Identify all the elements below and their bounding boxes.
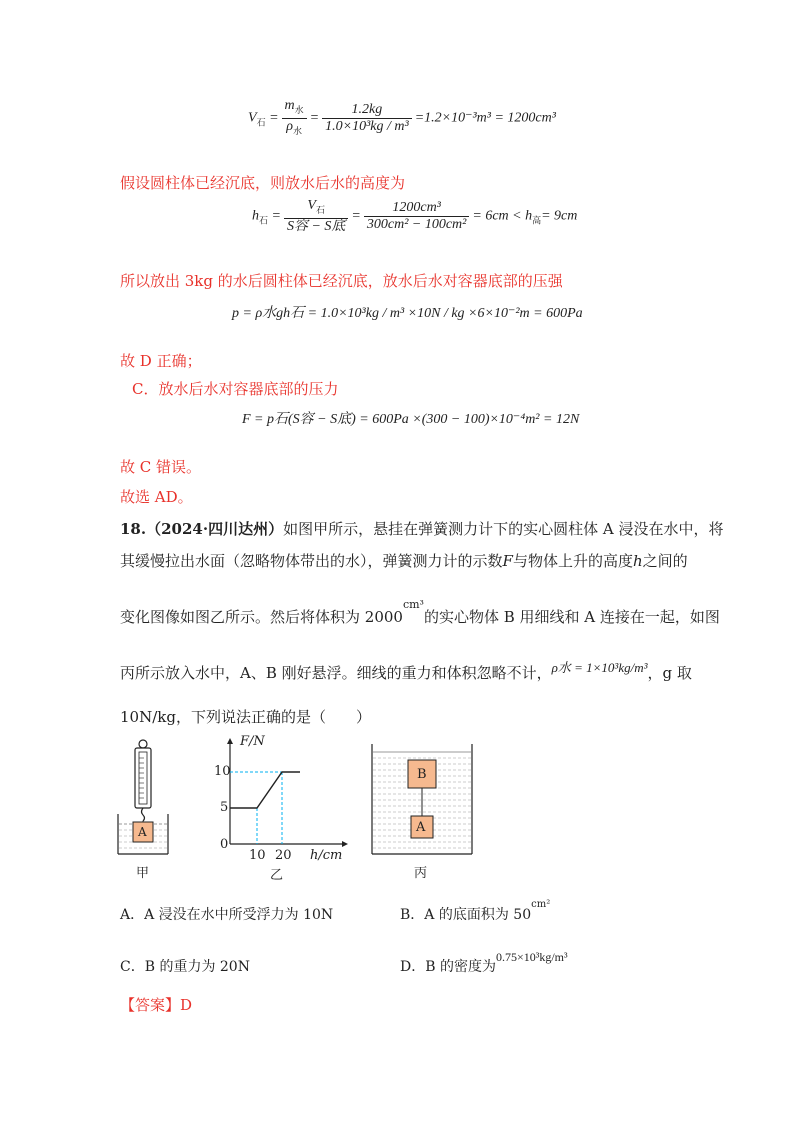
eq-h-frac1 (284, 198, 348, 235)
question-text-1: 如图甲所示，悬挂在弹簧测力计下的实心圆柱体 A 浸没在水中，将 (283, 520, 724, 538)
option-b-text: B．A 的底面积为 50 (400, 907, 532, 923)
option-d[interactable] (400, 950, 568, 976)
eq-v-den: ρ (286, 118, 293, 134)
eq-h-rest: = 6cm < h (472, 208, 533, 224)
var-h: h (632, 552, 643, 570)
var-f: F (502, 552, 513, 570)
question-line-1 (120, 518, 723, 539)
eq-v-den-sub: 水 (292, 125, 302, 136)
rho-water: ρ水 = 1×10³kg/m³ (551, 660, 648, 675)
option-a[interactable]: A．A 浸没在水中所受浮力为 10N (120, 907, 334, 923)
option-d-text: D．B 的密度为 (400, 959, 496, 975)
eq-v-symbol: V (248, 110, 257, 126)
line-therefore: 所以放出 3kg 的水后圆柱体已经沉底，放水后水对容器底部的压强 (120, 272, 563, 290)
question-line-3 (120, 598, 720, 627)
equation-height: $h_石$ = $\frac{V_石}{\text{S容 − S底}}$ = $\frac{\text{1200cm³}}{\text{300cm² − 100cm²}}$ = $6cm < h_高= 9cm$ (252, 198, 578, 234)
fig2-ytick-0: 0 (220, 837, 229, 852)
option-b[interactable] (400, 899, 551, 924)
eq-v-num-sub: 水 (294, 104, 304, 115)
question-line-4 (120, 662, 692, 683)
eq-h-symbol: h (252, 208, 259, 224)
question-text-3a: 变化图像如图乙所示。然后将体积为 2000 (120, 608, 403, 626)
eq-v-rest: =1.2×10⁻³m³ = 1200cm³ (414, 110, 556, 126)
eq-v-frac2 (322, 102, 412, 135)
eq-h-num: V (307, 198, 316, 213)
option-d-value: 0.75×10³kg/m³ (495, 950, 568, 964)
eq-h-den: S容 − S底 (286, 218, 346, 234)
fig2-xtick-10: 10 (249, 848, 266, 863)
question-text-2-mid: 与物体上升的高度 (512, 552, 633, 570)
fig1-caption: 甲 (136, 866, 150, 881)
option-c[interactable]: C．B 的重力为 20N (120, 959, 250, 975)
line-assume: 假设圆柱体已经沉底，则放水后水的高度为 (120, 174, 406, 192)
fig2-ytick-10: 10 (214, 764, 231, 779)
fig2-ylabel: F/N (240, 734, 265, 749)
equation-volume: $V_石$ = $\frac{m_水}{\rho_水}$ = $\frac{1.2kg}{\text{1.0×10³kg / m³}}$ =1.2×10⁻³m³ = 1200cm³ (248, 98, 556, 139)
figures (110, 730, 490, 890)
question-number: 18. (120, 520, 147, 538)
answer-line (120, 994, 192, 1015)
option-b-unit: cm² (531, 899, 551, 911)
answer-value: D (180, 996, 193, 1014)
question-text-2-end: 之间的 (642, 552, 688, 570)
fig1-block-label: A (138, 825, 147, 839)
question-line-2 (120, 550, 688, 571)
question-text-3b: 的实心物体 B 用细线和 A 连接在一起，如图 (423, 608, 720, 626)
line-choose: 故选 AD。 (120, 488, 193, 506)
eq-h-frac2 (364, 200, 470, 233)
unit-cm3: cm³ (402, 598, 424, 611)
eq-v-num: m (284, 98, 295, 113)
figure-yi (227, 738, 348, 847)
fig3-block-a-label: A (416, 820, 426, 835)
fig2-ytick-5: 5 (220, 800, 229, 815)
fig3-caption: 丙 (414, 866, 428, 881)
eq-h-rest-sub: 高 (532, 215, 542, 226)
figure-bing (372, 744, 472, 854)
question-source: （2024·四川达州） (146, 520, 284, 538)
eq-h-sub: 石 (259, 215, 269, 226)
eq-v-num2: 1.2kg (322, 102, 412, 119)
line-c-wrong: 故 C 错误。 (120, 458, 202, 476)
question-text-4b: ，g 取 (647, 664, 692, 682)
line-option-c: C．放水后水对容器底部的压力 (132, 380, 339, 398)
eq-v-den2: 1.0×10³kg / m³ (325, 118, 409, 134)
line-d-correct: 故 D 正确； (120, 352, 202, 370)
equation-force: F = p石(S容 − S底) = 600Pa ×(300 − 100)×10⁻⁴m² = 12N (242, 412, 580, 427)
answer-label: 【答案】 (120, 996, 181, 1014)
fig3-block-b-label: B (417, 767, 427, 782)
question-line-5: 10N/kg，下列说法正确的是（ ） (120, 708, 371, 726)
question-text-4a: 丙所示放入水中，A、B 刚好悬浮。细线的重力和体积忽略不计， (120, 664, 552, 682)
eq-v-frac1 (282, 98, 307, 139)
question-text-2: 其缓慢拉出水面（忽略物体带出的水），弹簧测力计的示数 (120, 552, 503, 570)
eq-h-num-sub: 石 (315, 204, 325, 215)
eq-v-sub: 石 (256, 117, 266, 128)
fig2-xlabel: h/cm (310, 848, 343, 863)
eq-h-num2: 1200cm³ (364, 200, 470, 217)
fig2-caption: 乙 (270, 868, 284, 883)
eq-h-rest2: = 9cm (541, 208, 578, 224)
equation-pressure: p = ρ水gh石 = 1.0×10³kg / m³ ×10N / kg ×6×10⁻²m = 600Pa (232, 306, 583, 321)
fig2-xtick-20: 20 (275, 848, 292, 863)
eq-h-den2: 300cm² − 100cm² (366, 216, 467, 232)
